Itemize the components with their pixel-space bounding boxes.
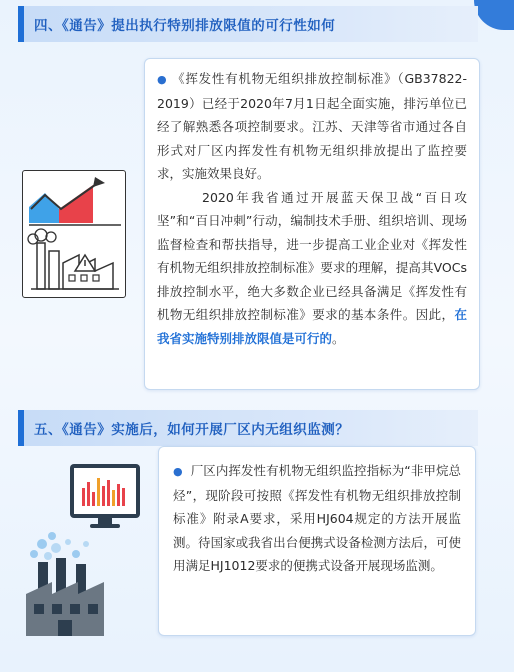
section-5-title: 五、《通告》实施后，如何开展厂区内无组织监测？ bbox=[34, 422, 350, 438]
monitor-factory-graphic bbox=[12, 458, 146, 640]
section-5-paragraph-1: ● 厂区内挥发性有机物无组织监控指标为“非甲烷总烃”，现阶段可按照《挥发性有机物无组织排放控制标准》附录A要求，采用HJ604规定的方法开展监测。待国家或我省出台便携式设备检测方法后，可使用满足HJ1012要求的便携式设备开展现场监测。 bbox=[173, 463, 461, 573]
corner-decoration bbox=[474, 0, 514, 30]
bullet-icon: ● bbox=[173, 465, 183, 478]
section-5-header bbox=[18, 410, 478, 446]
section-4-header bbox=[18, 6, 478, 42]
section-4-title: 四、《通告》提出执行特别排放限值的可行性如何 bbox=[34, 18, 336, 34]
bullet-icon: ● bbox=[157, 73, 168, 86]
chart-factory-graphic bbox=[23, 171, 127, 299]
section-4-paragraph-1: ● 《挥发性有机物无组织排放控制标准》（GB37822-2019）已经于2020年7月1日起全面实施，排污单位已经了解熟悉各项控制要求。江苏、天津等省市通过各自形式对厂区内挥发性有机物无组织排放提出了监控要求，实施效果良好。 bbox=[157, 71, 467, 181]
section-5-card bbox=[158, 446, 476, 636]
monitor-factory-icon bbox=[12, 458, 146, 640]
feasible-highlight: 在我省实施特别排放限值是可行的 bbox=[157, 307, 467, 346]
chart-factory-icon bbox=[22, 170, 126, 298]
section-4-card bbox=[144, 58, 480, 390]
section-4-paragraph-2: 2020年我省通过开展蓝天保卫战“百日攻坚”和“百日冲刺”行动，编制技术手册、组织培训、现场监督检查和帮扶指导，进一步提高工业企业对《挥发性有机物无组织排放控制标准》要求的理解，提高其VOCs排放控制水平，绝大多数企业已经具备满足《挥发性有机物无组织排放控制标准》要求的基本条件。因此，在我省实施特别排放限值是可行的。 bbox=[157, 189, 467, 346]
